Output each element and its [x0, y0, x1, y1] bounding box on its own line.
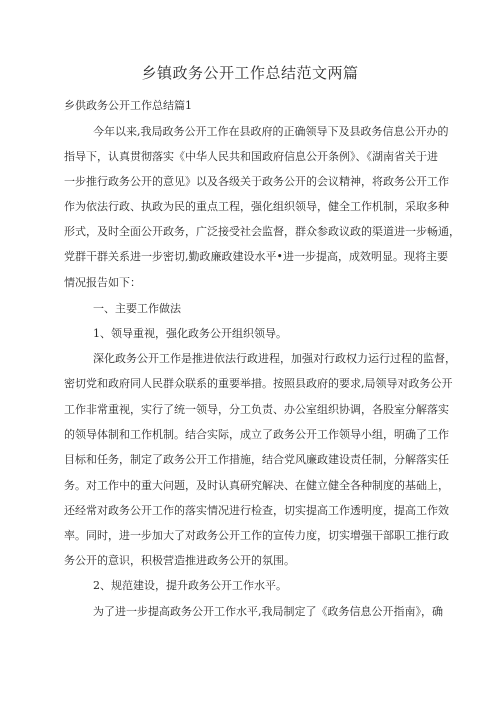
paragraph-line: 目标和任务，制定了政务公开工作措施，结合党风廉政建设责任制，分解落实任 [64, 453, 449, 466]
paragraph-line: 密切党和政府同人民群众联系的重要举措。按照县政府的要求,局领导对政务公开 [64, 377, 453, 390]
subsection-heading: 2、规范建设，提升政务公开工作水平。 [93, 579, 287, 592]
paragraph-line: 指导下，认真贯彻落实《中华人民共和国政府信息公开条例》、《湖南省关于进 [64, 150, 438, 163]
paragraph-line: 深化政务公开工作是推进依法行政进程，加强对行政权力运行过程的监督， [93, 352, 456, 365]
paragraph-line: 党群干群关系进一步密切,勤政廉政建设水平•进一步提高，成效明显。现将主要 [64, 250, 448, 263]
paragraph-line: 为了进一步提高政务公开工作水平,我局制定了《政务信息公开指南》，确 [93, 605, 443, 618]
paragraph-line: 务。对工作中的重大问题，及时认真研究解决、在健立健全各种制度的基础上， [64, 479, 449, 492]
paragraph-line: 今年以来,我局政务公开工作在县政府的正确领导下及县政务信息公开办的 [93, 125, 449, 138]
paragraph-line: 情况报告如下： [64, 276, 141, 289]
subtitle: 乡供政务公开工作总结篇1 [64, 99, 192, 112]
paragraph-line: 作为依法行政、执政为民的重点工程，强化组织领导，健全工作机制，采取多种 [64, 200, 449, 213]
paragraph-line: 工作非常重视，实行了统一领导，分工负责、办公室组织协调，各股室分解落实 [64, 403, 449, 416]
paragraph-line: 务公开的意识，积极营造推进政务公开的氛围。 [64, 554, 295, 567]
document-title: 乡镇政务公开工作总结范文两篇 [141, 64, 359, 82]
subsection-heading: 1、领导重视，强化政务公开组织领导。 [93, 327, 287, 340]
paragraph-line: 一步推行政务公开的意见》以及各级关于政务公开的会议精神，将政务公开工作 [64, 175, 449, 188]
paragraph-line: 形式，及时全面公开政务，广泛接受社会监督，群众参政议政的渠道进一步畅通， [64, 225, 460, 238]
paragraph-line: 还经常对政务公开工作的落实情况进行检查，切实提高工作透明度，提高工作效 [64, 504, 449, 517]
paragraph-line: 的领导体制和工作机制。结合实际，成立了政务公开工作领导小组，明确了工作 [64, 428, 449, 441]
section-heading: 一、主要工作做法 [93, 302, 181, 315]
paragraph-line: 率。同时，进一步加大了对政务公开工作的宣传力度，切实增强干部职工推行政 [64, 529, 449, 542]
